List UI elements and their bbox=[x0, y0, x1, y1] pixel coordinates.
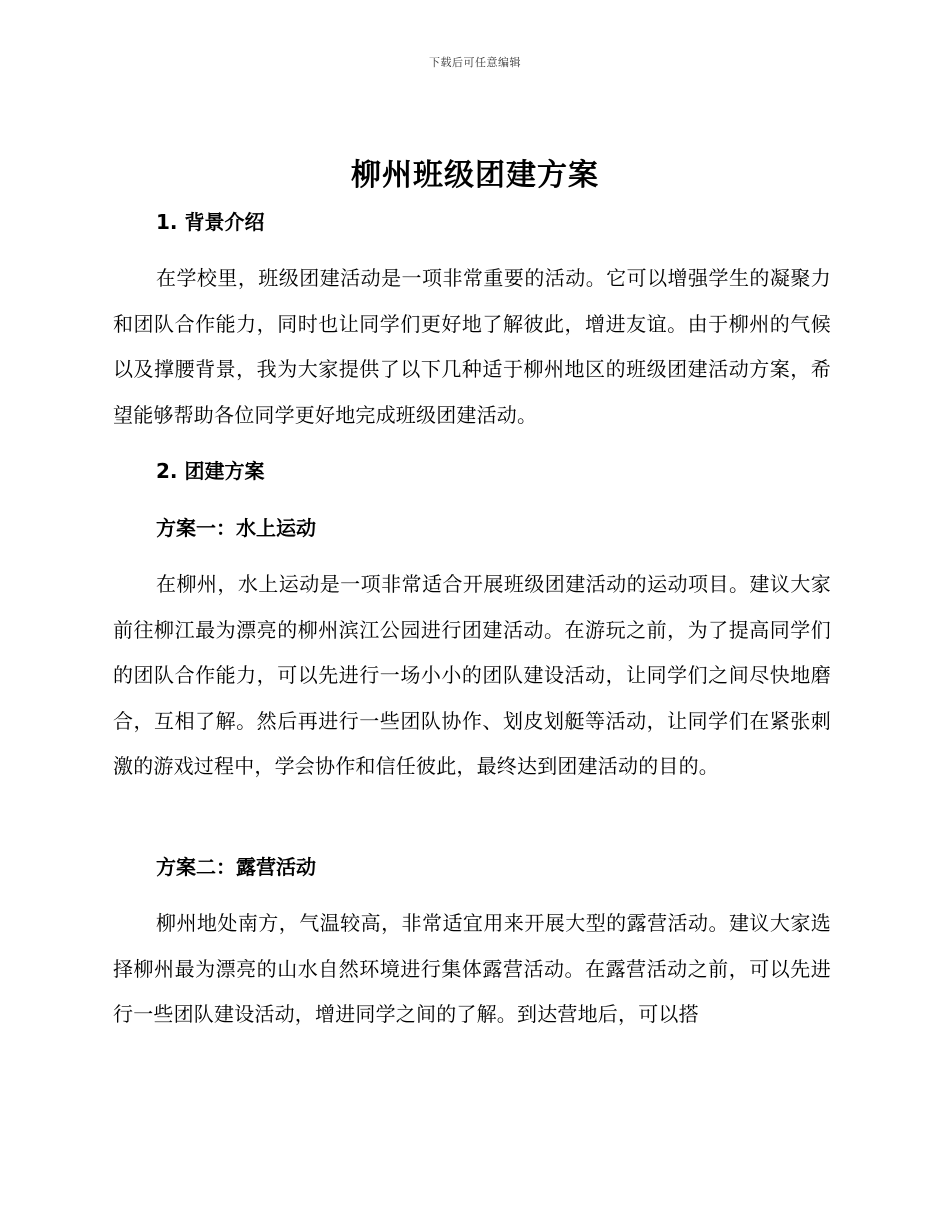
section-heading-background: 1. 背景介绍 bbox=[156, 210, 265, 234]
header-note: 下载后可任意编辑 bbox=[429, 56, 521, 69]
paragraph-background: 在学校里，班级团建活动是一项非常重要的活动。它可以增强学生的凝聚力和团队合作能力，同时也让同学们更好地了解彼此，增进友谊。由于柳州的气候以及撑腰背景，我为大家提供了以下几种适于柳州地区的班级团建活动方案，希望能够帮助各位同学更好地完成班级团建活动。 bbox=[113, 266, 831, 427]
paragraph-plan-one: 在柳州，水上运动是一项非常适合开展班级团建活动的运动项目。建议大家前往柳江最为漂亮的柳州滨江公园进行团建活动。在游玩之前，为了提高同学们的团队合作能力，可以先进行一场小小的团队建设活动，让同学们之间尽快地磨合，互相了解。然后再进行一些团队协作、划皮划艇等活动，让同学们在紧张刺激的游戏过程中，学会协作和信任彼此，最终达到团建活动的目的。 bbox=[113, 572, 831, 778]
document-title: 柳州班级团建方案 bbox=[351, 158, 599, 193]
paragraph-plan-two: 柳州地处南方，气温较高，非常适宜用来开展大型的露营活动。建议大家选择柳州最为漂亮的山水自然环境进行集体露营活动。在露营活动之前，可以先进行一些团队建设活动，增进同学之间的了解。到达营地后，可以搭 bbox=[113, 911, 831, 1026]
plan-one-heading: 方案一：水上运动 bbox=[156, 516, 316, 540]
section-heading-plans: 2. 团建方案 bbox=[156, 459, 265, 483]
plan-two-heading: 方案二：露营活动 bbox=[156, 855, 316, 879]
